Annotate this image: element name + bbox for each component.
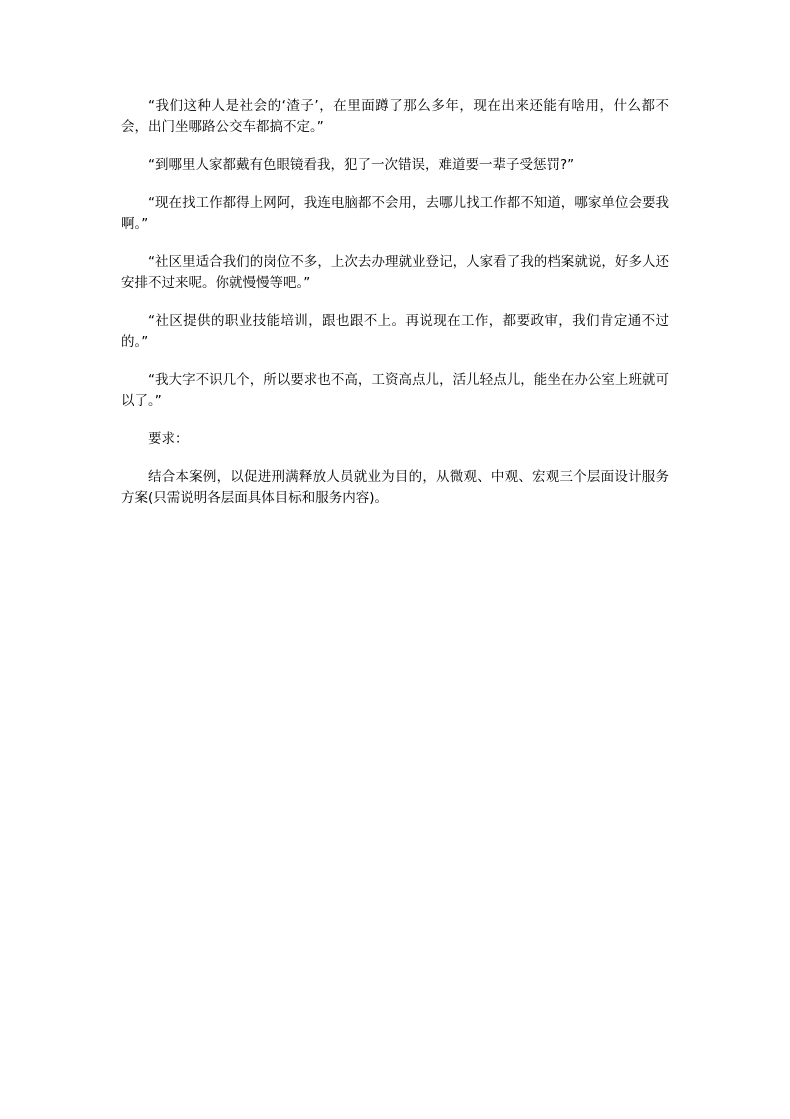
quote-paragraph-2: “到哪里人家都戴有色眼镜看我，犯了一次错误，难道要一辈子受惩罚?” [148,157,575,173]
quote-paragraph-1: “我们这种人是社会的‘渣子’，在里面蹲了那么多年，现在出来还能有啥用，什么都不会，出门坐哪路公交车都搞不定。” [121,98,669,135]
requirements-heading: 要求： [148,431,189,447]
quote-paragraph-5: “社区提供的职业技能培训，跟也跟不上。再说现在工作，都要政审，我们肯定通不过的。” [121,313,669,350]
quote-paragraph-4: “社区里适合我们的岗位不多，上次去办理就业登记，人家看了我的档案就说，好多人还安排不过来呢。你就慢慢等吧。” [121,254,669,291]
quote-paragraph-3: “现在找工作都得上网阿，我连电脑都不会用，去哪儿找工作都不知道，哪家单位会要我啊。” [121,195,669,232]
requirements-paragraph: 结合本案例，以促进刑满释放人员就业为目的，从微观、中观、宏观三个层面设计服务方案(只需说明各层面具体目标和服务内容)。 [121,469,669,506]
quote-paragraph-6: “我大字不识几个，所以要求也不高，工资高点儿，活儿轻点儿，能坐在办公室上班就可以了。” [121,372,669,409]
document-body [121,96,669,526]
